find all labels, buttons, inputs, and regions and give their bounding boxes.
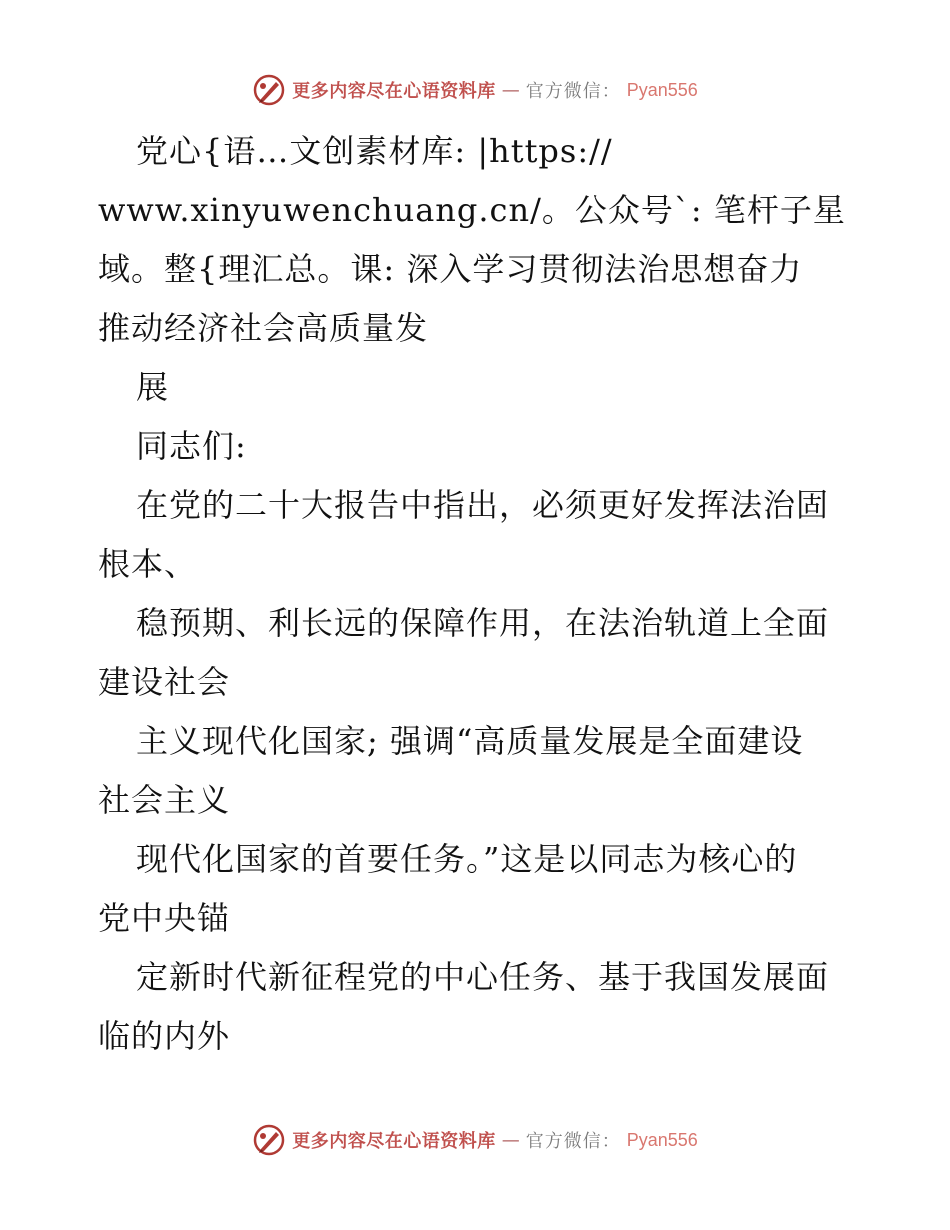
text-line: 建设社会 — [98, 663, 231, 701]
banner-separator: — — [501, 1129, 520, 1151]
banner-main-text: 更多内容尽在心语资料库 — [292, 1131, 496, 1152]
text-line: 推动经济社会高质量发 — [98, 309, 429, 347]
banner-wechat-id: Pyan556 — [626, 1129, 698, 1150]
text-line: 社会主义 — [98, 781, 231, 819]
banner-wechat-label: 官方微信： — [525, 1131, 621, 1152]
text-line: 临的内外 — [98, 1017, 231, 1055]
text-line: 稳预期、利长远的保障作用，在法治轨道上全面 — [136, 604, 830, 642]
text-line: 党心{语…文创素材库: |https:// — [136, 132, 613, 170]
text-line: 党中央锚 — [98, 899, 231, 937]
banner-wechat-label: 官方微信： — [525, 81, 621, 102]
banner-main-text: 更多内容尽在心语资料库 — [292, 81, 496, 102]
text-line: 主义现代化国家; 强调“高质量发展是全面建设 — [136, 722, 804, 760]
text-line: 根本、 — [98, 545, 198, 583]
document-body — [98, 122, 858, 1066]
text-line: www.xinyuwenchuang.cn/。公众号`: 笔杆子星 — [98, 191, 846, 229]
banner-separator: — — [501, 79, 520, 101]
quill-pen-circle-icon — [252, 73, 286, 107]
text-line: 在党的二十大报告中指出，必须更好发挥法治固 — [136, 486, 830, 524]
footer-watermark-banner — [0, 1120, 950, 1160]
text-line: 展 — [136, 368, 170, 406]
banner-wechat-id: Pyan556 — [626, 79, 698, 100]
text-line: 定新时代新征程党的中心任务、基于我国发展面 — [136, 958, 830, 996]
quill-pen-circle-icon — [252, 1123, 286, 1157]
header-watermark-banner — [0, 70, 950, 110]
text-line: 域。整{理汇总。课: 深入学习贯彻法治思想奋力 — [98, 250, 803, 288]
text-line: 现代化国家的首要任务。”这是以同志为核心的 — [136, 840, 798, 878]
text-line: 同志们: — [136, 427, 247, 465]
